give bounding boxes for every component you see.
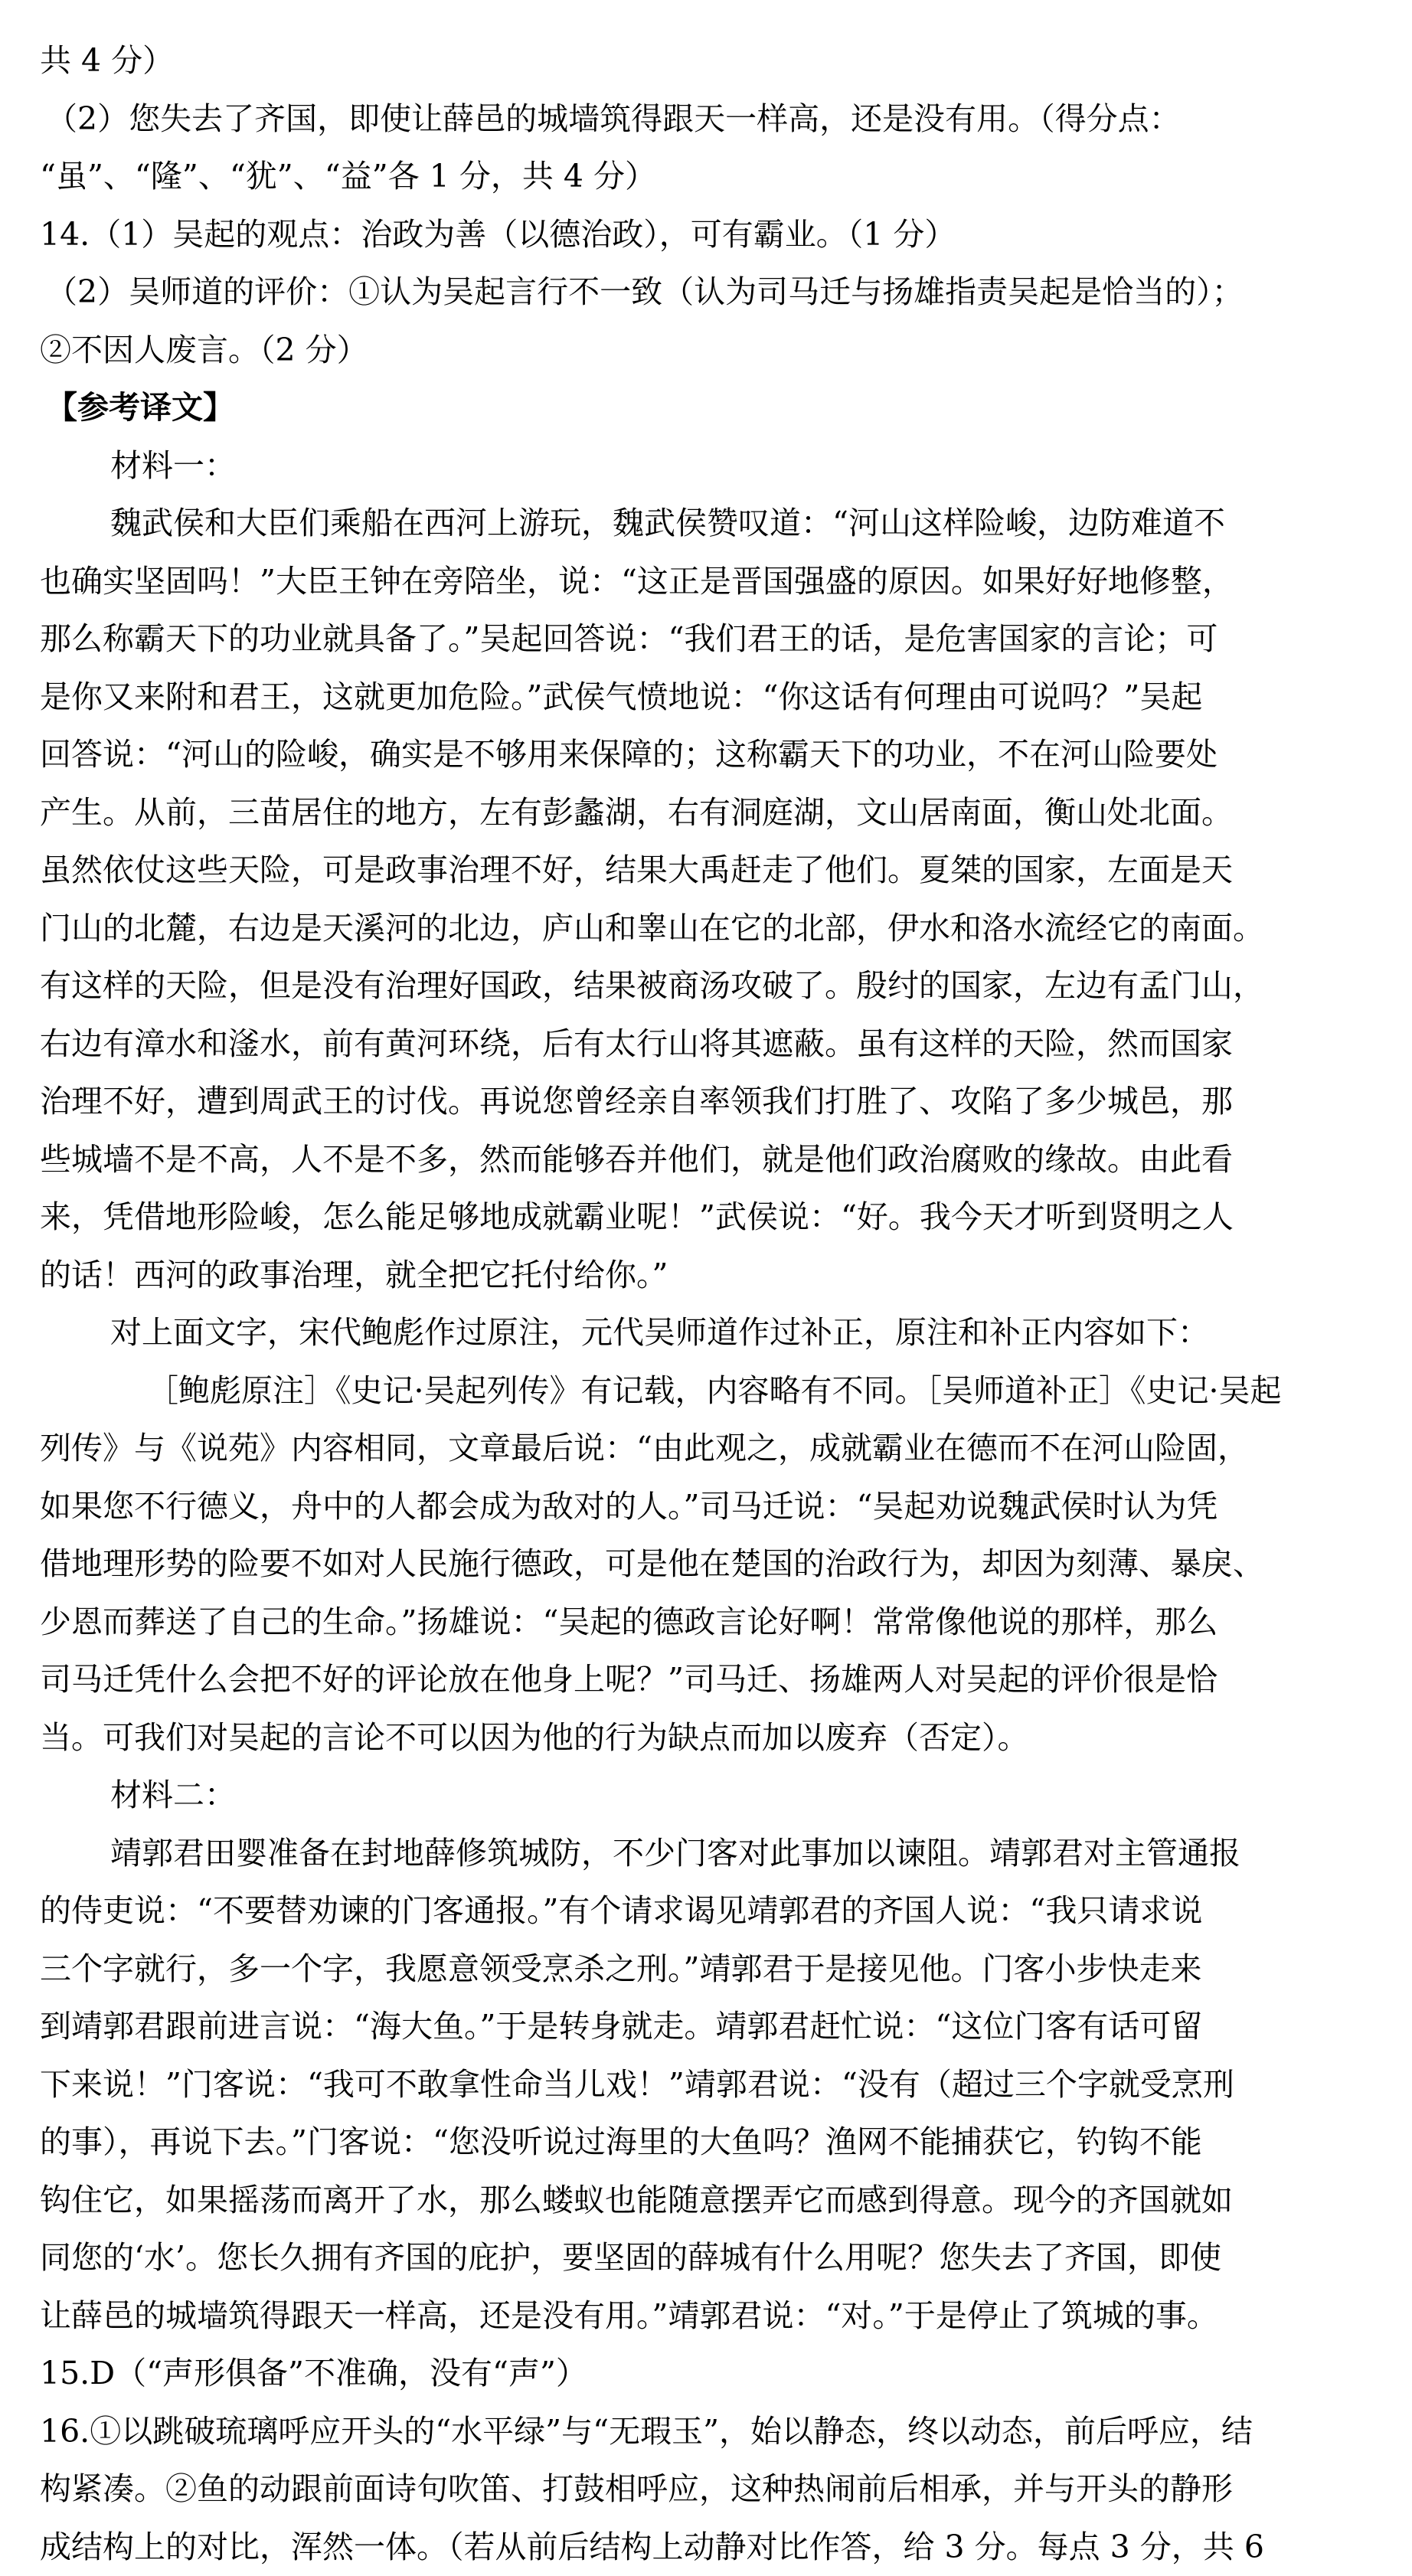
text-line: （2）您失去了齐国，即使让薛邑的城墙筑得跟天一样高，还是没有用。（得分点： (40, 90, 1366, 149)
reference-translation-heading: 【参考译文】 (40, 379, 1366, 437)
text-line: 靖郭君田婴准备在封地薛修筑城防，不少门客对此事加以谏阻。靖郭君对主管通报 (40, 1825, 1366, 1883)
text-line: 如果您不行德义，舟中的人都会成为敌对的人。”司马迁说：“吴起劝说魏武侯时认为凭 (40, 1478, 1366, 1536)
text-line: 钩住它，如果摇荡而离开了水，那么蝼蚁也能随意摆弄它而感到得意。现今的齐国就如 (40, 2172, 1366, 2230)
text-line: 回答说：“河山的险峻，确实是不够用来保障的；这称霸天下的功业，不在河山险要处 (40, 726, 1366, 784)
text-line: 司马迁凭什么会把不好的评论放在他身上呢？”司马迁、扬雄两人对吴起的评价很是恰 (40, 1651, 1366, 1709)
text-line: 是你又来附和君王，这就更加危险。”武侯气愤地说：“你这话有何理由可说吗？”吴起 (40, 669, 1366, 727)
text-line: 共 4 分） (40, 32, 1366, 90)
text-line: 下来说！”门客说：“我可不敢拿性命当儿戏！”靖郭君说：“没有（超过三个字就受烹刑 (40, 2056, 1366, 2114)
text-line: 成结构上的对比，浑然一体。（若从前后结构上动静对比作答，给 3 分。每点 3 分，共 6 (40, 2519, 1366, 2576)
text-line: 到靖郭君跟前进言说：“海大鱼。”于是转身就走。靖郭君赶忙说：“这位门客有话可留 (40, 1998, 1366, 2056)
text-line: 些城墙不是不高，人不是不多，然而能够吞并他们，就是他们政治腐败的缘故。由此看 (40, 1131, 1366, 1189)
text-line: “虽”、“隆”、“犹”、“益”各 1 分，共 4 分） (40, 148, 1366, 206)
text-line: 同您的‘水’。您长久拥有齐国的庇护，要坚固的薛城有什么用呢？您失去了齐国，即使 (40, 2229, 1366, 2287)
text-line: 的侍吏说：“不要替劝谏的门客通报。”有个请求谒见靖郭君的齐国人说：“我只请求说 (40, 1882, 1366, 1940)
text-line: 魏武侯和大臣们乘船在西河上游玩，魏武侯赞叹道：“河山这样险峻，边防难道不 (40, 495, 1366, 553)
text-line: 治理不好，遭到周武王的讨伐。再说您曾经亲自率领我们打胜了、攻陷了多少城邑，那 (40, 1073, 1366, 1131)
question-16-answer: 16.①以跳破琉璃呼应开头的“水平绿”与“无瑕玉”，始以静态，终以动态，前后呼应，结 (40, 2403, 1366, 2461)
text-line: 对上面文字，宋代鲍彪作过原注，元代吴师道作过补正，原注和补正内容如下： (40, 1304, 1366, 1362)
material-two-heading: 材料二： (40, 1767, 1366, 1825)
question-15-answer: 15.D（“声形俱备”不准确，没有“声”） (40, 2345, 1366, 2403)
text-line: 的事），再说下去。”门客说：“您没听说过海里的大鱼吗？渔网不能捕获它，钓钩不能 (40, 2113, 1366, 2172)
text-line: 那么称霸天下的功业就具备了。”吴起回答说：“我们君王的话，是危害国家的言论；可 (40, 610, 1366, 669)
text-line: 当。可我们对吴起的言论不可以因为他的行为缺点而加以废弃（否定）。 (40, 1709, 1366, 1767)
text-line: 让薛邑的城墙筑得跟天一样高，还是没有用。”靖郭君说：“对。”于是停止了筑城的事。 (40, 2287, 1366, 2346)
text-line: ②不因人废言。（2 分） (40, 322, 1366, 380)
text-line: 三个字就行，多一个字，我愿意领受烹杀之刑。”靖郭君于是接见他。门客小步快走来 (40, 1940, 1366, 1999)
text-line: 借地理形势的险要不如对人民施行德政，可是他在楚国的治政行为，却因为刻薄、暴戾、 (40, 1535, 1366, 1594)
text-line: 虽然依仗这些天险，可是政事治理不好，结果大禹赶走了他们。夏桀的国家，左面是天 (40, 842, 1366, 900)
text-line: 有这样的天险，但是没有治理好国政，结果被商汤攻破了。殷纣的国家，左边有孟门山， (40, 957, 1366, 1015)
text-line: 来，凭借地形险峻，怎么能足够地成就霸业呢！”武侯说：“好。我今天才听到贤明之人 (40, 1188, 1366, 1247)
text-line: 也确实坚固吗！”大臣王钟在旁陪坐，说：“这正是晋国强盛的原因。如果好好地修整， (40, 553, 1366, 611)
text-line: （2）吴师道的评价：①认为吴起言行不一致（认为司马迁与扬雄指责吴起是恰当的）； (40, 263, 1366, 322)
text-line: 产生。从前，三苗居住的地方，左有彭蠡湖，右有洞庭湖，文山居南面，衡山处北面。 (40, 784, 1366, 842)
text-line: 的话！西河的政事治理，就全把它托付给你。” (40, 1247, 1366, 1305)
material-one-heading: 材料一： (40, 437, 1366, 495)
text-line: ［鲍彪原注］《史记·吴起列传》有记载，内容略有不同。［吴师道补正］《史记·吴起 (40, 1362, 1366, 1420)
text-line: 列传》与《说苑》内容相同，文章最后说：“由此观之，成就霸业在德而不在河山险固， (40, 1420, 1366, 1478)
question-14-answer: 14.（1）吴起的观点：治政为善（以德治政），可有霸业。（1 分） (40, 206, 1366, 264)
text-line: 少恩而葬送了自己的生命。”扬雄说：“吴起的德政言论好啊！常常像他说的那样，那么 (40, 1594, 1366, 1652)
text-line: 右边有漳水和滏水，前有黄河环绕，后有太行山将其遮蔽。虽有这样的天险，然而国家 (40, 1015, 1366, 1074)
text-line: 门山的北麓，右边是天溪河的北边，庐山和睾山在它的北部，伊水和洛水流经它的南面。 (40, 900, 1366, 958)
text-line: 构紧凑。②鱼的动跟前面诗句吹笛、打鼓相呼应，这种热闹前后相承，并与开头的静形 (40, 2460, 1366, 2519)
